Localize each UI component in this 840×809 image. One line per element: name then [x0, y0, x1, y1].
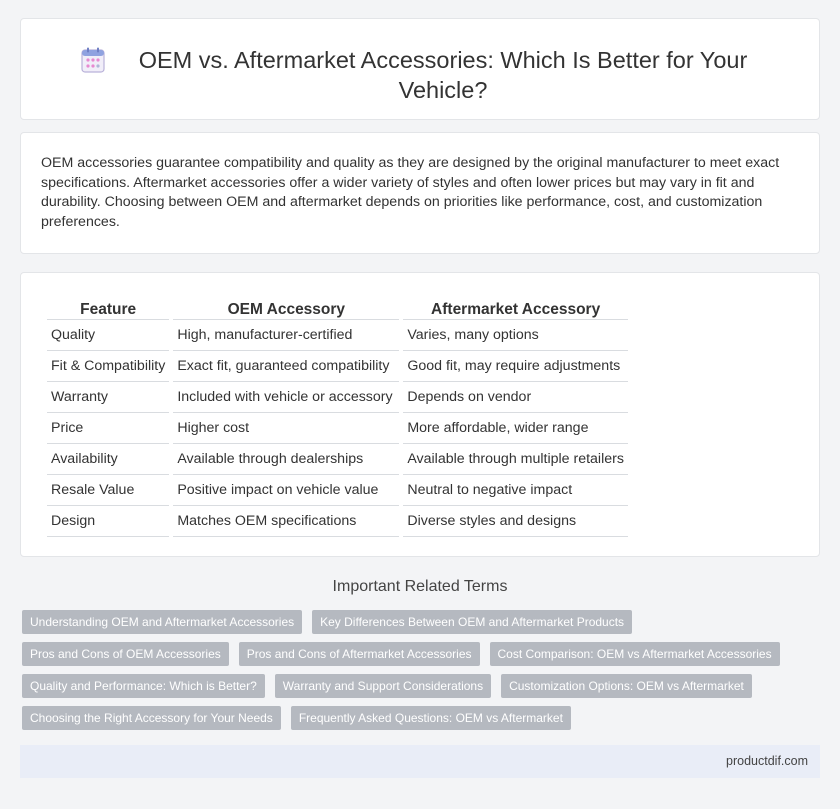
table-cell: Available through dealerships [173, 444, 399, 475]
table-cell: Depends on vendor [403, 382, 628, 413]
table-cell: Higher cost [173, 413, 399, 444]
table-cell: Quality [47, 320, 169, 351]
related-term-tag[interactable]: Pros and Cons of Aftermarket Accessories [239, 642, 480, 666]
related-term-tag[interactable]: Pros and Cons of OEM Accessories [22, 642, 229, 666]
table-cell: More affordable, wider range [403, 413, 628, 444]
table-header-row [47, 295, 628, 320]
table-cell: Diverse styles and designs [403, 506, 628, 537]
table-cell: High, manufacturer-certified [173, 320, 399, 351]
table-cell: Fit & Compatibility [47, 351, 169, 382]
calendar-icon [81, 47, 105, 73]
table-cell: Availability [47, 444, 169, 475]
table-row [47, 351, 628, 382]
table-cell: Design [47, 506, 169, 537]
table-cell: Positive impact on vehicle value [173, 475, 399, 506]
related-term-tag[interactable]: Understanding OEM and Aftermarket Accessories [22, 610, 302, 634]
table-cell: Resale Value [47, 475, 169, 506]
table-cell: Matches OEM specifications [173, 506, 399, 537]
table-cell: Included with vehicle or accessory [173, 382, 399, 413]
related-term-tag[interactable]: Customization Options: OEM vs Aftermarket [501, 674, 752, 698]
related-term-tag[interactable]: Warranty and Support Considerations [275, 674, 491, 698]
comparison-table-card [20, 272, 820, 557]
summary-text: OEM accessories guarantee compatibility and quality as they are designed by the original manufacturer to meet exact specifications. Aftermarket accessories offer a wider variety of styles and often lower prices but may vary in fit and durability. Choosing between OEM and aftermarket depends on priorities like performance, cost, and customization preferences. [41, 155, 780, 230]
table-row [47, 444, 628, 475]
footer [20, 745, 820, 778]
footer-site-link[interactable]: productdif.com [726, 754, 808, 768]
table-row [47, 475, 628, 506]
table-cell: Price [47, 413, 169, 444]
table-cell: Available through multiple retailers [403, 444, 628, 475]
related-terms-title: Important Related Terms [332, 578, 508, 595]
table-row [47, 382, 628, 413]
comparison-table [43, 295, 632, 537]
table-cell: Neutral to negative impact [403, 475, 628, 506]
page-title: OEM vs. Aftermarket Accessories: Which Is Better for Your Vehicle? [138, 47, 748, 103]
related-term-tag[interactable]: Cost Comparison: OEM vs Aftermarket Accessories [490, 642, 780, 666]
table-cell: Exact fit, guaranteed compatibility [173, 351, 399, 382]
column-header-feature: Feature [47, 295, 169, 320]
related-term-tag[interactable]: Frequently Asked Questions: OEM vs Aftermarket [291, 706, 571, 730]
header-card [20, 18, 820, 120]
related-terms-list [22, 610, 812, 738]
table-cell: Good fit, may require adjustments [403, 351, 628, 382]
related-term-tag[interactable]: Key Differences Between OEM and Aftermarket Products [312, 610, 632, 634]
table-cell: Varies, many options [403, 320, 628, 351]
table-row [47, 506, 628, 537]
table-row [47, 320, 628, 351]
summary-card [20, 132, 820, 254]
column-header-oem: OEM Accessory [173, 295, 399, 320]
table-cell: Warranty [47, 382, 169, 413]
table-row [47, 413, 628, 444]
related-term-tag[interactable]: Choosing the Right Accessory for Your Needs [22, 706, 281, 730]
related-term-tag[interactable]: Quality and Performance: Which is Better? [22, 674, 265, 698]
column-header-aftermarket: Aftermarket Accessory [403, 295, 628, 320]
